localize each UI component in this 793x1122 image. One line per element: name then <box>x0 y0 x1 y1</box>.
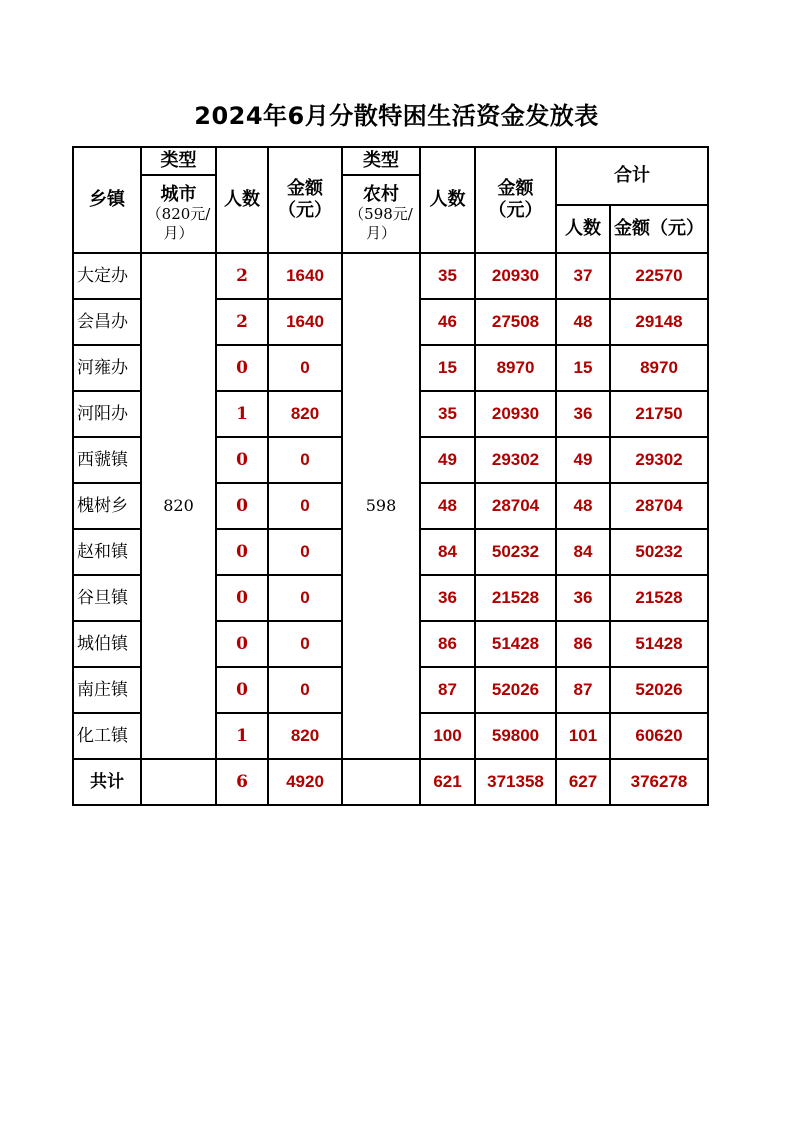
township-cell: 谷旦镇 <box>73 575 141 621</box>
rural-people-cell: 86 <box>420 621 475 667</box>
header-rural-amount <box>475 147 556 253</box>
city-people-cell: 0 <box>216 529 268 575</box>
city-standard-cell: 820 <box>141 253 216 759</box>
page-title: 2024年6月分散特困生活资金发放表 <box>194 102 599 130</box>
city-people-cell: 0 <box>216 437 268 483</box>
township-cell: 化工镇 <box>73 713 141 759</box>
total-amount-cell: 8970 <box>610 345 708 391</box>
total-amount-cell: 21750 <box>610 391 708 437</box>
table-row <box>73 253 708 299</box>
city-amount-cell: 1640 <box>268 253 342 299</box>
header-township: 乡镇 <box>73 147 141 253</box>
total-people-cell: 36 <box>556 391 610 437</box>
rural-people-cell: 48 <box>420 483 475 529</box>
city-amount-cell: 0 <box>268 667 342 713</box>
total-amount-cell: 28704 <box>610 483 708 529</box>
totals-total-amount: 376278 <box>610 759 708 805</box>
header-rural-cell <box>342 175 420 253</box>
city-people-cell: 0 <box>216 667 268 713</box>
rural-amount-cell: 59800 <box>475 713 556 759</box>
township-cell: 河阳办 <box>73 391 141 437</box>
rural-people-cell: 100 <box>420 713 475 759</box>
total-amount-cell: 50232 <box>610 529 708 575</box>
city-people-cell: 2 <box>216 253 268 299</box>
header-rural-people: 人数 <box>420 147 475 253</box>
totals-rural-standard-blank <box>342 759 420 805</box>
header-rural: 农村 <box>363 184 399 205</box>
city-amount-cell: 820 <box>268 391 342 437</box>
total-people-cell: 48 <box>556 299 610 345</box>
header-city-rate: （820元/月） <box>146 205 211 242</box>
township-cell: 南庄镇 <box>73 667 141 713</box>
rural-people-cell: 35 <box>420 253 475 299</box>
total-amount-cell: 60620 <box>610 713 708 759</box>
total-people-cell: 87 <box>556 667 610 713</box>
rural-people-cell: 84 <box>420 529 475 575</box>
rural-people-cell: 49 <box>420 437 475 483</box>
township-cell: 会昌办 <box>73 299 141 345</box>
rural-people-cell: 87 <box>420 667 475 713</box>
header-rural-amount-label: 金额（元） <box>488 178 543 221</box>
total-amount-cell: 51428 <box>610 621 708 667</box>
rural-people-cell: 46 <box>420 299 475 345</box>
township-cell: 赵和镇 <box>73 529 141 575</box>
totals-rural-amount: 371358 <box>475 759 556 805</box>
total-amount-cell: 21528 <box>610 575 708 621</box>
total-people-cell: 15 <box>556 345 610 391</box>
total-amount-cell: 52026 <box>610 667 708 713</box>
rural-amount-cell: 51428 <box>475 621 556 667</box>
header-city-amount <box>268 147 342 253</box>
header-total: 合计 <box>556 147 708 205</box>
city-amount-cell: 0 <box>268 621 342 667</box>
rural-amount-cell: 50232 <box>475 529 556 575</box>
header-city-people: 人数 <box>216 147 268 253</box>
header-total-amount: 金额（元） <box>610 205 708 253</box>
city-people-cell: 0 <box>216 575 268 621</box>
city-amount-cell: 0 <box>268 529 342 575</box>
city-amount-cell: 1640 <box>268 299 342 345</box>
total-people-cell: 49 <box>556 437 610 483</box>
city-people-cell: 2 <box>216 299 268 345</box>
total-people-cell: 84 <box>556 529 610 575</box>
rural-people-cell: 36 <box>420 575 475 621</box>
totals-city-people: 6 <box>216 759 268 805</box>
rural-amount-cell: 20930 <box>475 253 556 299</box>
allowance-table <box>72 146 709 806</box>
totals-total-people: 627 <box>556 759 610 805</box>
totals-city-standard-blank <box>141 759 216 805</box>
rural-amount-cell: 27508 <box>475 299 556 345</box>
rural-amount-cell: 21528 <box>475 575 556 621</box>
township-cell: 槐树乡 <box>73 483 141 529</box>
total-amount-cell: 29148 <box>610 299 708 345</box>
header-city-cell <box>141 175 216 253</box>
total-amount-cell: 22570 <box>610 253 708 299</box>
rural-amount-cell: 20930 <box>475 391 556 437</box>
city-amount-cell: 0 <box>268 345 342 391</box>
city-people-cell: 0 <box>216 483 268 529</box>
total-people-cell: 86 <box>556 621 610 667</box>
city-amount-cell: 820 <box>268 713 342 759</box>
rural-amount-cell: 8970 <box>475 345 556 391</box>
totals-rural-people: 621 <box>420 759 475 805</box>
city-people-cell: 1 <box>216 391 268 437</box>
city-people-cell: 0 <box>216 621 268 667</box>
township-cell: 大定办 <box>73 253 141 299</box>
township-cell: 河雍办 <box>73 345 141 391</box>
township-cell: 城伯镇 <box>73 621 141 667</box>
city-people-cell: 0 <box>216 345 268 391</box>
header-total-people: 人数 <box>556 205 610 253</box>
total-amount-cell: 29302 <box>610 437 708 483</box>
rural-people-cell: 35 <box>420 391 475 437</box>
city-amount-cell: 0 <box>268 437 342 483</box>
rural-standard-cell: 598 <box>342 253 420 759</box>
rural-people-cell: 15 <box>420 345 475 391</box>
city-people-cell: 1 <box>216 713 268 759</box>
total-people-cell: 37 <box>556 253 610 299</box>
header-city: 城市 <box>160 184 197 205</box>
township-cell: 西虢镇 <box>73 437 141 483</box>
total-people-cell: 101 <box>556 713 610 759</box>
rural-amount-cell: 29302 <box>475 437 556 483</box>
rural-amount-cell: 28704 <box>475 483 556 529</box>
total-people-cell: 48 <box>556 483 610 529</box>
totals-city-amount: 4920 <box>268 759 342 805</box>
header-city-amount-label: 金额（元） <box>278 178 332 221</box>
city-amount-cell: 0 <box>268 575 342 621</box>
totals-label: 共计 <box>73 759 141 805</box>
header-city-type: 类型 <box>141 147 216 175</box>
total-people-cell: 36 <box>556 575 610 621</box>
header-rural-type: 类型 <box>342 147 420 175</box>
rural-amount-cell: 52026 <box>475 667 556 713</box>
city-amount-cell: 0 <box>268 483 342 529</box>
totals-row <box>73 759 708 805</box>
header-rural-rate: （598元/月） <box>349 205 413 242</box>
